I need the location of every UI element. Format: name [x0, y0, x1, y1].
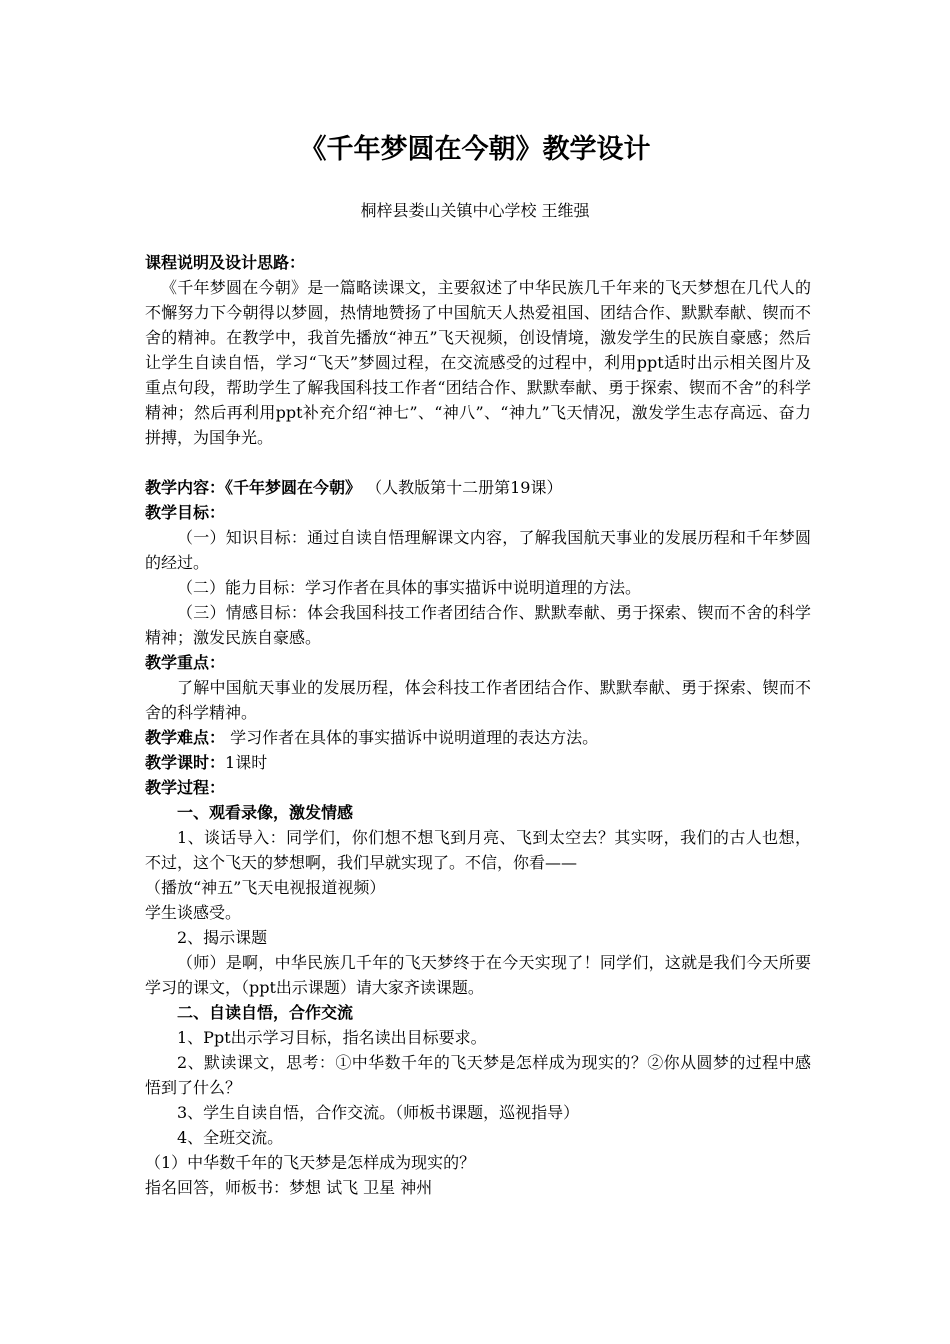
difficulty-label: 教学难点：: [145, 728, 226, 747]
process-paragraph: 指名回答，师板书：梦想 试飞 卫星 神州: [145, 1178, 433, 1197]
difficulty-line: [145, 725, 811, 750]
process-paragraph: 2、揭示课题: [177, 928, 268, 947]
section-heading: 二、自读自悟，合作交流: [177, 1003, 354, 1022]
document-title: 《千年梦圆在今朝》教学设计: [299, 134, 651, 165]
process-paragraph: 学生谈感受。: [145, 903, 242, 922]
author-line: 桐梓县娄山关镇中心学校 王维强: [360, 201, 590, 220]
content-title: 《千年梦圆在今朝》: [225, 478, 362, 497]
process-heading: 教学过程：: [145, 778, 226, 797]
hours-label: 教学课时：: [145, 753, 226, 772]
process-paragraph: 2、默读课文，思考：①中华数千年的飞天梦是怎样成为现实的？②你从圆梦的过程中感悟到了什么？: [145, 1053, 811, 1097]
process-paragraph: （1）中华数千年的飞天梦是怎样成为现实的？: [145, 1153, 476, 1172]
keypoints-heading: 教学重点：: [145, 653, 226, 672]
process-paragraph: 3、学生自读自悟，合作交流。（师板书课题，巡视指导）: [177, 1103, 580, 1122]
process-paragraph: 4、全班交流。: [177, 1128, 284, 1147]
section-heading: 一、观看录像，激发情感: [177, 803, 354, 822]
difficulty-text: 学习作者在具体的事实描诉中说明道理的表达方法。: [230, 728, 599, 747]
content-label: 教学内容：: [145, 478, 226, 497]
process-paragraph: 1、谈话导入：同学们，你们想不想飞到月亮、飞到太空去？其实呀，我们的古人也想，不过，这个飞天的梦想啊，我们早就实现了。不信，你看——: [145, 828, 811, 872]
hours-text: 1课时: [225, 753, 268, 772]
spacer: [145, 450, 811, 475]
process-paragraph: （播放“神五”飞天电视报道视频）: [145, 878, 386, 897]
content-line: [145, 475, 811, 500]
goal-item: （三）情感目标：体会我国科技工作者团结合作、默默奉献、勇于探索、锲而不舍的科学精神；激发民族自豪感。: [145, 603, 811, 647]
goal-item: （二）能力目标：学习作者在具体的事实描诉中说明道理的方法。: [177, 578, 642, 597]
hours-line: [145, 750, 811, 775]
course-paragraph: 《千年梦圆在今朝》是一篇略读课文，主要叙述了中华民族几千年来的飞天梦想在几代人的不懈努力下今朝得以梦圆，热情地赞扬了中国航天人热爱祖国、团结合作、默默奉献、锲而不舍的精神。在教学中，我首先播放“神五”飞天视频，创设情境，激发学生的民族自豪感；然后让学生自读自悟，学习“飞天”梦圆过程，在交流感受的过程中，利用ppt适时出示相关图片及重点句段，帮助学生了解我国科技工作者“团结合作、默默奉献、勇于探索、锲而不舍”的科学精神；然后再利用ppt补充介绍“神七”、“神八”、“神九”飞天情况，激发学生志存高远、奋力拼搏，为国争光。: [145, 278, 811, 447]
goal-item: （一）知识目标：通过自读自悟理解课文内容，了解我国航天事业的发展历程和千年梦圆的经过。: [145, 528, 811, 572]
keypoints-paragraph: 了解中国航天事业的发展历程，体会科技工作者团结合作、默默奉献、勇于探索、锲而不舍的科学精神。: [145, 678, 811, 722]
process-paragraph: （师）是啊，中华民族几千年的飞天梦终于在今天实现了！同学们，这就是我们今天所要学习的课文，（ppt出示课题）请大家齐读课题。: [145, 953, 811, 997]
process-paragraph: 1、Ppt出示学习目标，指名读出目标要求。: [177, 1028, 487, 1047]
goals-heading: 教学目标：: [145, 503, 226, 522]
content-note: （人教版第十二册第19课）: [366, 478, 563, 497]
course-heading: 课程说明及设计思路：: [145, 253, 306, 272]
document-body: [145, 250, 811, 1200]
